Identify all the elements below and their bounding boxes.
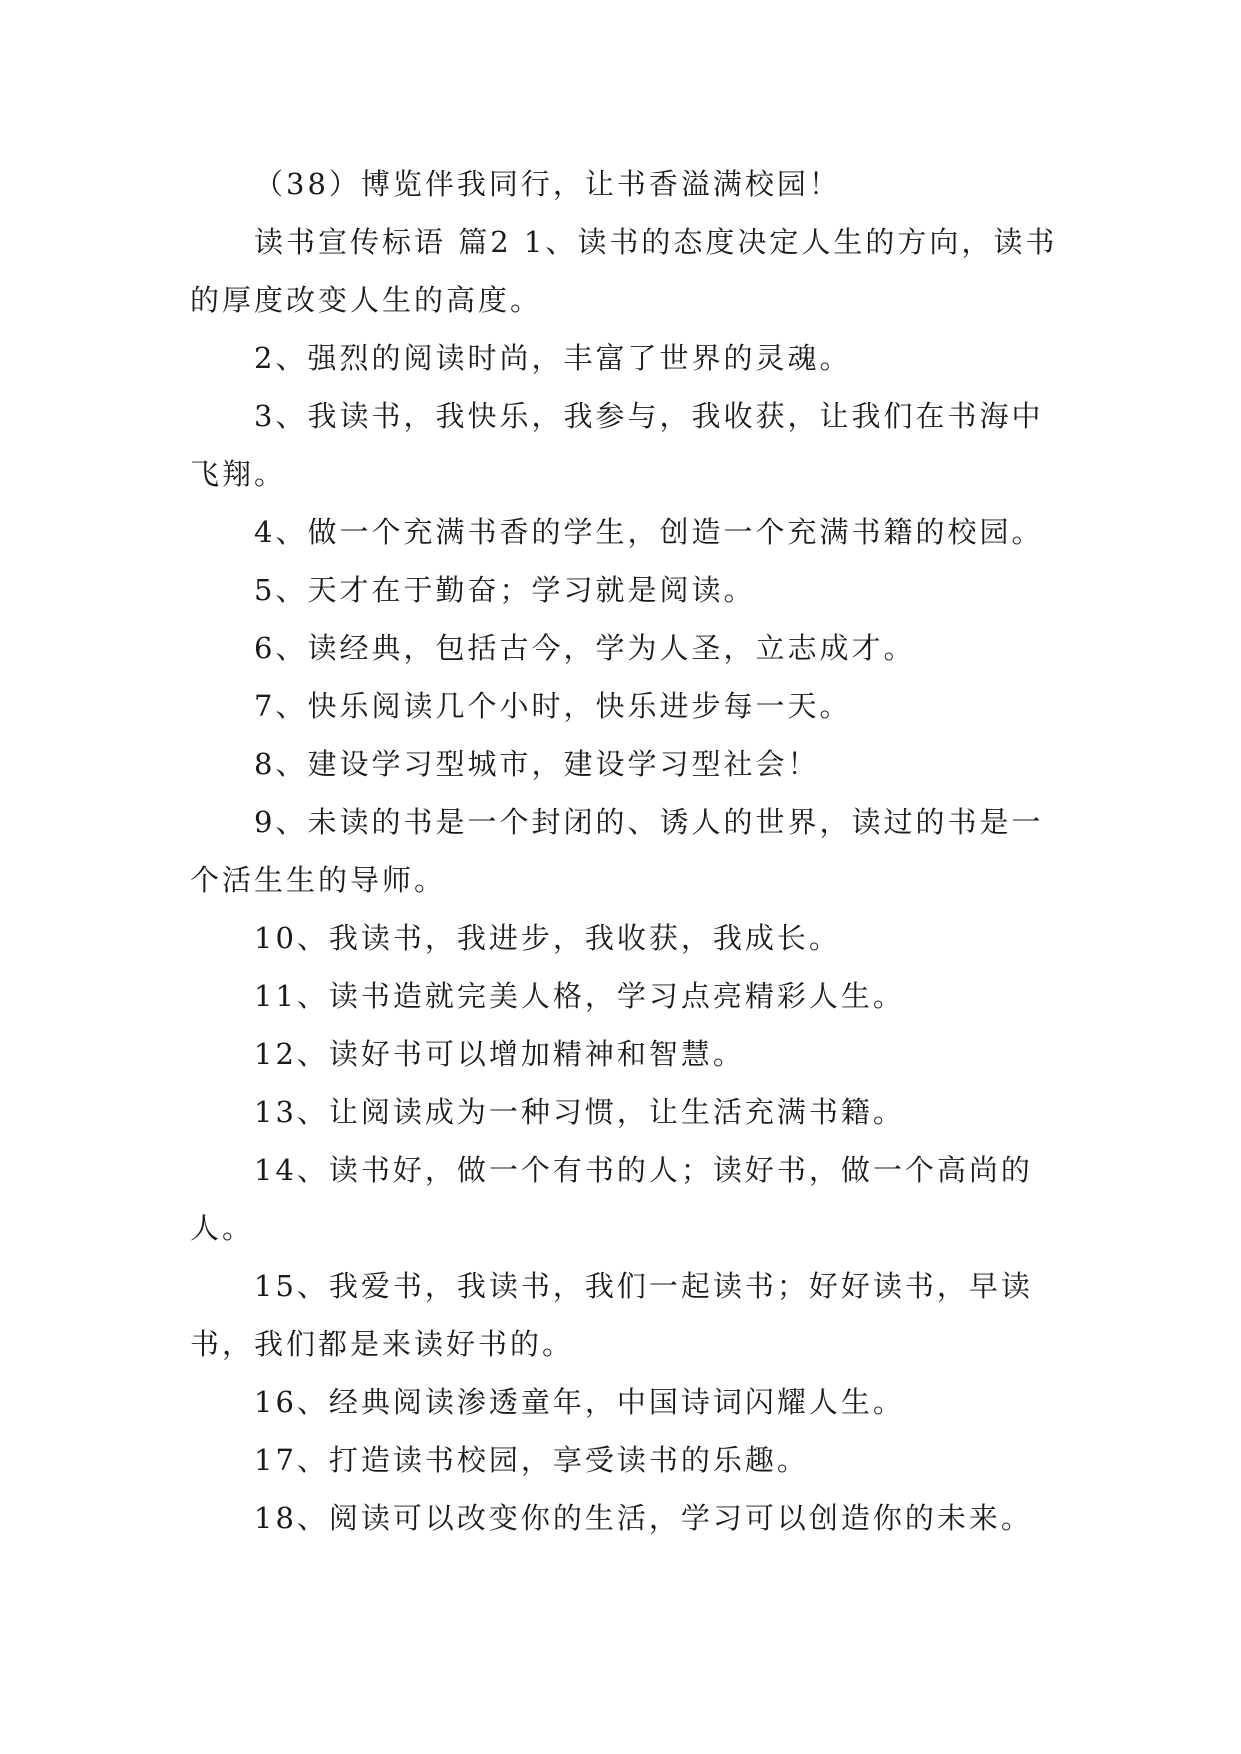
paragraph-slogan-11: 11、读书造就完美人格，学习点亮精彩人生。 (254, 979, 905, 1013)
paragraph-slogan-6: 6、读经典，包括古今，学为人圣，立志成才。 (254, 631, 916, 665)
paragraph-slogan-16: 16、经典阅读渗透童年，中国诗词闪耀人生。 (254, 1385, 905, 1419)
paragraph-slogan-8: 8、建设学习型城市，建设学习型社会！ (254, 747, 820, 781)
paragraph-slogan-14: 14、读书好，做一个有书的人；读好书，做一个高尚的人。 (190, 1153, 1033, 1245)
paragraph-slogan-38: （38）博览伴我同行，让书香溢满校园！ (254, 167, 841, 201)
paragraph-slogan-12: 12、读好书可以增加精神和智慧。 (254, 1037, 745, 1071)
paragraph-slogan-18: 18、阅读可以改变你的生活，学习可以创造你的未来。 (254, 1501, 1033, 1535)
paragraph-slogan-15: 15、我爱书，我读书，我们一起读书；好好读书，早读书，我们都是来读好书的。 (190, 1269, 1033, 1361)
paragraph-slogan-4: 4、做一个充满书香的学生，创造一个充满书籍的校园。 (254, 515, 1044, 549)
paragraph-slogan-2: 2、强烈的阅读时尚，丰富了世界的灵魂。 (254, 341, 852, 375)
paragraph-slogan-10: 10、我读书，我进步，我收获，我成长。 (254, 921, 841, 955)
paragraph-section-heading-slogan-1: 读书宣传标语 篇2 1、读书的态度决定人生的方向，读书的厚度改变人生的高度。 (190, 225, 1058, 317)
document-body (190, 155, 1070, 1547)
paragraph-slogan-13: 13、让阅读成为一种习惯，让生活充满书籍。 (254, 1095, 905, 1129)
paragraph-slogan-5: 5、天才在于勤奋；学习就是阅读。 (254, 573, 756, 607)
paragraph-slogan-9: 9、未读的书是一个封闭的、诱人的世界，读过的书是一个活生生的导师。 (190, 805, 1044, 897)
paragraph-slogan-7: 7、快乐阅读几个小时，快乐进步每一天。 (254, 689, 852, 723)
paragraph-slogan-3: 3、我读书，我快乐，我参与，我收获，让我们在书海中飞翔。 (190, 399, 1044, 491)
paragraph-slogan-17: 17、打造读书校园，享受读书的乐趣。 (254, 1443, 809, 1477)
